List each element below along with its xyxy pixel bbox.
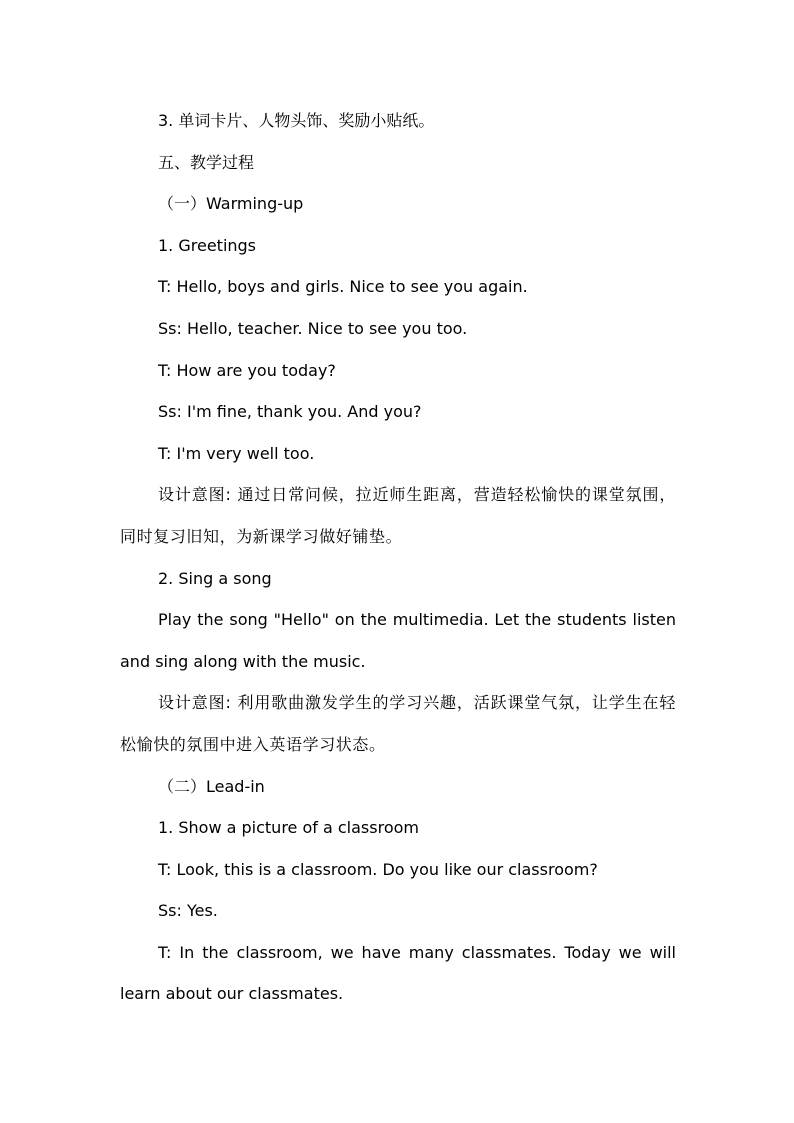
- instruction-paragraph: Play the song "Hello" on the multimedia. Let the students listen and sing along with the music.: [120, 610, 676, 671]
- dialogue-line: T: How are you today?: [158, 360, 336, 380]
- step-heading: 2. Sing a song: [158, 568, 272, 588]
- dialogue-line: Ss: I'm fine, thank you. And you?: [158, 402, 422, 422]
- step-heading: 1. Greetings: [158, 235, 257, 255]
- dialogue-paragraph: T: In the classroom, we have many classmates. Today we will learn about our classmates.: [120, 942, 676, 1004]
- section-heading: 五、教学过程: [158, 152, 255, 172]
- dialogue-line: Ss: Hello, teacher. Nice to see you too.: [158, 318, 468, 338]
- document-body: [120, 100, 676, 1015]
- subsection-heading: （一）Warming-up: [158, 194, 304, 214]
- dialogue-line: T: Look, this is a classroom. Do you like our classroom?: [158, 859, 598, 879]
- subsection-heading: （二）Lead-in: [158, 776, 265, 796]
- dialogue-line: T: I'm very well too.: [158, 443, 315, 463]
- design-intent-paragraph: 设计意图: 利用歌曲激发学生的学习兴趣，活跃课堂气氛，让学生在轻松愉快的氛围中进入英语学习状态。: [120, 693, 676, 754]
- dialogue-line: Ss: Yes.: [158, 901, 218, 921]
- dialogue-line: T: Hello, boys and girls. Nice to see you again.: [158, 277, 528, 297]
- materials-item: 3. 单词卡片、人物头饰、奖励小贴纸。: [158, 111, 435, 130]
- step-heading: 1. Show a picture of a classroom: [158, 818, 419, 838]
- design-intent-paragraph: 设计意图: 通过日常问候，拉近师生距离，营造轻松愉快的课堂氛围，同时复习旧知，为新课学习做好铺垫。: [120, 485, 676, 546]
